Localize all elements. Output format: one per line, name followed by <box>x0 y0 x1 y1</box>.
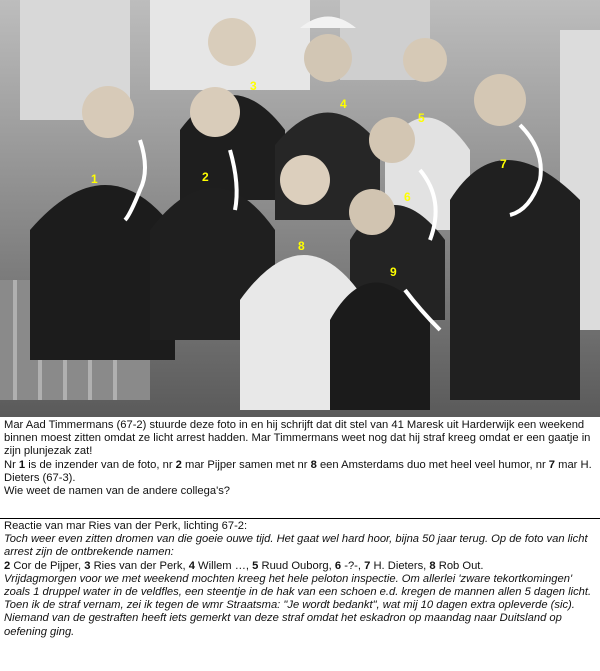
label-1: 1 <box>91 172 98 186</box>
label-3: 3 <box>250 79 257 93</box>
reaction-header: Reactie van mar Ries van der Perk, lichting 67-2: <box>4 520 248 532</box>
caption-intro: Mar Aad Timmermans (67-2) stuurde deze foto in en hij schrijft dat dit stel van 41 Maresk uit Harderwijk een weekend binnen moest zitten omdat ze licht arrest hadden. Mar Timmermans weet nog dat hij straf kreeg omdat er een gaatje in zijn plunjezak zat! <box>4 419 591 458</box>
reaction-intro: Toch weer even zitten dromen van die goeie ouwe tijd. Het gaat wel hard hoor, bijna 50 jaar terug. Op de foto van licht arrest zijn de ontbrekende namen: <box>4 533 588 559</box>
label-7: 7 <box>500 157 507 171</box>
reaction-story: Vrijdagmorgen voor we met weekend mochten kreeg het hele peloton inspectie. Om allerlei 'zware tekortkomingen' zoals 1 druppel water in de veldfles, een steentje in de hak van een schoen e.d. kregen de mannen allen 5 dagen licht. Toen ik de straf vernam, zei ik tegen de wmr Straatsma: "Je wordt bedankt", wat mij 10 dagen extra opleverde (sic). Niemand van de gestraften heeft iets gemerkt van deze straf omdat het eskadron op maandag naar Duitsland op oefening ging. <box>4 572 592 638</box>
label-4: 4 <box>340 97 347 111</box>
caption-identification: Nr 1 is de inzender van de foto, nr 2 mar Pijper samen met nr 8 een Amsterdams duo met heel veel humor, nr 7 mar H. Dieters (67-3). <box>4 458 592 484</box>
label-2: 2 <box>202 170 209 184</box>
caption-question: Wie weet de namen van de andere collega's? <box>4 485 231 498</box>
label-6: 6 <box>404 190 411 204</box>
section-divider <box>0 518 600 519</box>
reaction-section <box>4 520 596 639</box>
label-8: 8 <box>298 239 305 253</box>
reaction-names: 2 Cor de Pijper, 3 Ries van der Perk, 4 Willem …, 5 Ruud Ouborg, 6 -?-, 7 H. Dieters, 8 Rob Out. <box>4 559 484 572</box>
label-9: 9 <box>390 265 397 279</box>
label-5: 5 <box>418 111 425 125</box>
photo-caption <box>4 419 596 498</box>
